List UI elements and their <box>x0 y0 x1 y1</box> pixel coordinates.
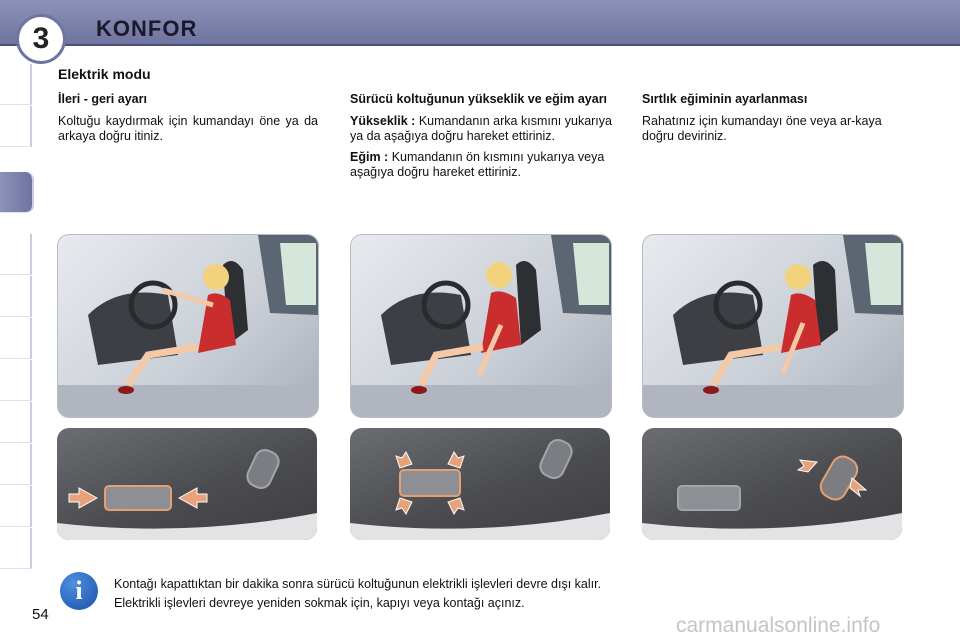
column-heading: İleri - geri ayarı <box>58 92 147 106</box>
side-tab-active[interactable] <box>0 172 34 213</box>
side-tab[interactable] <box>0 276 32 317</box>
side-tab-strip <box>0 64 34 574</box>
height-label: Yükseklik : <box>350 114 416 128</box>
column-height-tilt <box>350 92 612 186</box>
side-tab[interactable] <box>0 318 32 359</box>
driver-illustration <box>643 235 903 417</box>
side-tab[interactable] <box>0 234 32 275</box>
control-diagram <box>642 428 902 540</box>
column-heading: Sürücü koltuğunun yükseklik ve eğim ayarı <box>350 92 608 106</box>
column-heading: Sırtlık eğiminin ayarlanması <box>642 92 808 106</box>
control-diagram <box>57 428 317 540</box>
control-diagram <box>350 428 610 540</box>
note-line-2: Elektrikli işlevleri devreye yeniden sokmak için, kapıyı veya kontağı açınız. <box>114 596 525 610</box>
car-seat-illustration-fore-aft <box>57 234 319 418</box>
info-icon: i <box>60 572 98 610</box>
side-tab[interactable] <box>0 360 32 401</box>
side-tab[interactable] <box>0 444 32 485</box>
seat-control-fore-aft <box>57 428 317 540</box>
page-number: 54 <box>32 606 49 623</box>
section-title: Elektrik modu <box>58 66 151 82</box>
chapter-title: KONFOR <box>96 16 198 41</box>
car-seat-illustration-height-tilt <box>350 234 612 418</box>
column-body: Rahatınız için kumandayı öne veya ar-kaya doğru deviriniz. <box>642 114 882 143</box>
tilt-text: Kumandanın ön kısmını yukarıya veya aşağıya doğru hareket ettiriniz. <box>350 150 605 179</box>
height-paragraph <box>350 114 612 144</box>
tilt-label: Eğim : <box>350 150 389 164</box>
note-line-1: Kontağı kapattıktan bir dakika sonra sürücü koltuğunun elektrikli işlevleri devre dışı kalır. <box>114 577 602 591</box>
driver-illustration <box>58 235 318 417</box>
car-seat-illustration-backrest <box>642 234 904 418</box>
height-text: Kumandanın arka kısmını yukarıya ya da aşağıya doğru hareket ettiriniz. <box>350 114 612 143</box>
chapter-number-badge <box>16 14 66 64</box>
driver-illustration <box>351 235 611 417</box>
side-tab[interactable] <box>0 106 32 147</box>
chapter-number: 3 <box>32 22 50 55</box>
watermark: carmanualsonline.info <box>676 614 881 637</box>
tilt-paragraph <box>350 150 612 180</box>
side-tab[interactable] <box>0 486 32 527</box>
column-fore-aft <box>58 92 318 150</box>
column-body: Koltuğu kaydırmak için kumandayı öne ya da arkaya doğru itiniz. <box>58 114 318 143</box>
side-tab[interactable] <box>0 402 32 443</box>
side-tab[interactable] <box>0 528 32 569</box>
column-backrest <box>642 92 904 150</box>
seat-control-backrest <box>642 428 902 540</box>
side-tab[interactable] <box>0 64 32 105</box>
seat-control-height-tilt <box>350 428 610 540</box>
